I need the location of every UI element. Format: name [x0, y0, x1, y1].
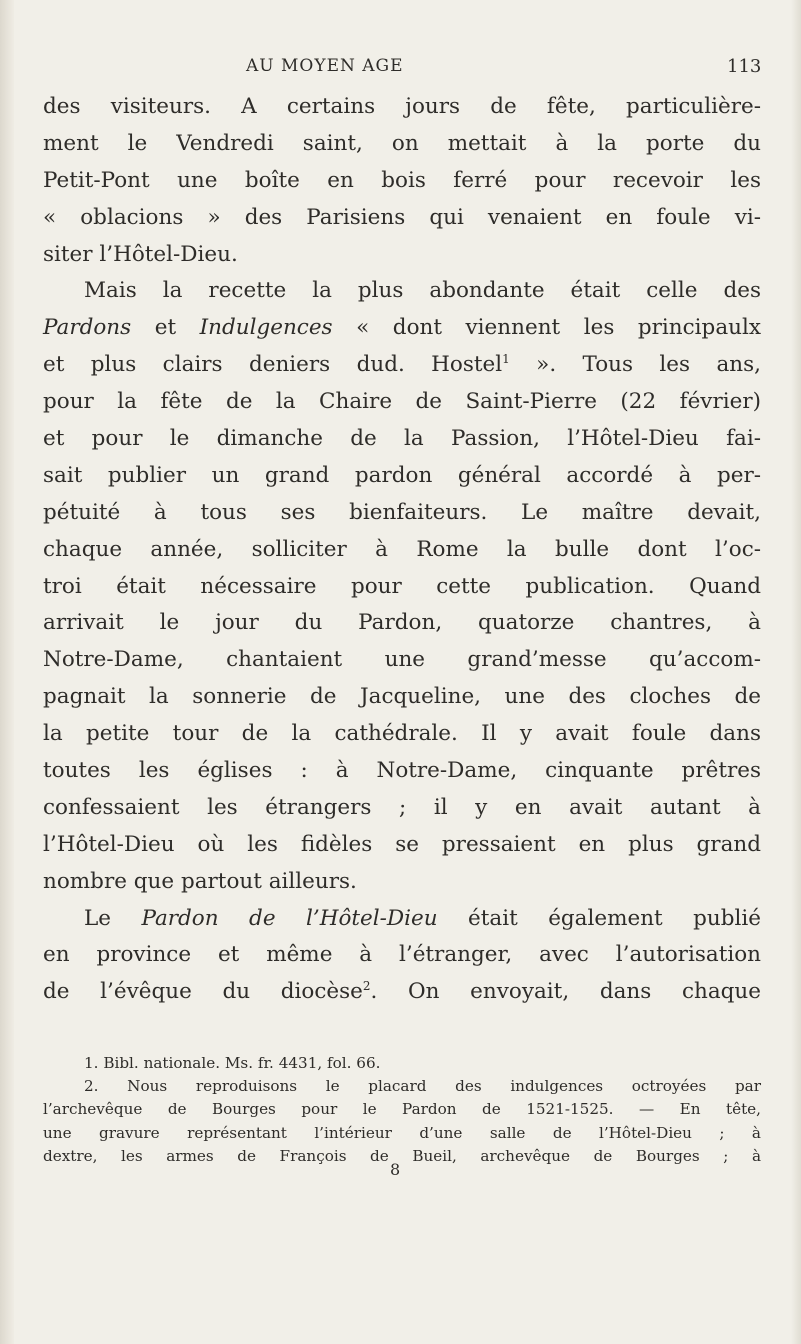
text-line: pour la fête de la Chaire de Saint-Pierre (22 février) [43, 389, 761, 415]
italic-term: Indulgences [199, 315, 333, 341]
page-edge-shadow [791, 0, 801, 1344]
footnote-line: l’archevêque de Bourges pour le Pardon de 1521-1525. — En tête, [43, 1100, 761, 1119]
footnote-ref: 2 [362, 979, 371, 994]
text-line: siter l’Hôtel-Dieu. [43, 241, 238, 267]
text-run: Le [84, 905, 142, 931]
text-run: de l’évêque du diocèse [43, 979, 363, 1005]
text-line: arrivait le jour du Pardon, quatorze chantres, à [43, 610, 761, 636]
text-run: . On envoyait, dans chaque [370, 979, 762, 1005]
text-line: troi était nécessaire pour cette publication. Quand [43, 573, 761, 599]
text-line: l’Hôtel-Dieu où les fidèles se pressaient en plus grand [43, 831, 761, 857]
footnote: 1. Bibl. nationale. Ms. fr. 4431, fol. 66. [84, 1054, 381, 1072]
text-run: et [131, 315, 200, 341]
text-line: « oblacions » des Parisiens qui venaient en foule vi- [43, 204, 761, 230]
text-line: en province et même à l’étranger, avec l’autorisation [43, 942, 761, 968]
text-line: Mais la recette la plus abondante était celle des [84, 278, 761, 304]
text-run: ». Tous les ans, [509, 352, 761, 378]
footnotes [43, 1052, 761, 1168]
text-line: Notre-Dame, chantaient une grand’messe qu’accom- [43, 647, 761, 673]
text-run: était également publié [437, 905, 761, 931]
text-line [43, 347, 761, 384]
text-line [43, 310, 761, 347]
footnote: 2. Nous reproduisons le placard des indulgences octroyées par [84, 1077, 761, 1096]
text-run: « dont viennent les principaulx [332, 315, 761, 341]
footnote-line: dextre, les armes de François de Bueil, archevêque de Bourges ; à [43, 1146, 761, 1165]
text-line: ment le Vendredi saint, on mettait à la porte du [43, 130, 761, 156]
text-line [43, 974, 761, 1011]
page-gutter-shadow [0, 0, 14, 1344]
text-line: confessaient les étrangers ; il y en avait autant à [43, 794, 761, 820]
text-line: et pour le dimanche de la Passion, l’Hôtel-Dieu fai- [43, 426, 761, 452]
text-line: pétuité à tous ses bienfaiteurs. Le maître devait, [43, 499, 761, 525]
text-line: nombre que partout ailleurs. [43, 868, 357, 894]
footnote-line: une gravure représentant l’intérieur d’une salle de l’Hôtel-Dieu ; à [43, 1123, 761, 1142]
body-text [43, 89, 761, 1011]
italic-term: Pardons [43, 315, 132, 341]
text-line: la petite tour de la cathédrale. Il y avait foule dans [43, 721, 761, 747]
running-head: AU MOYEN AGE [246, 56, 404, 76]
page-number: 113 [727, 56, 762, 77]
italic-term: Pardon de l’Hôtel-Dieu [141, 905, 438, 931]
text-line: pagnait la sonnerie de Jacqueline, une des cloches de [43, 684, 761, 710]
text-line: toutes les églises : à Notre-Dame, cinquante prêtres [43, 758, 761, 784]
text-line: chaque année, solliciter à Rome la bulle dont l’oc- [43, 536, 761, 562]
text-line: sait publier un grand pardon général accordé à per- [43, 462, 761, 488]
text-run: et plus clairs deniers dud. Hostel [43, 352, 503, 378]
page-header [0, 56, 801, 86]
footnote-ref: 1 [502, 352, 510, 367]
text-line [43, 901, 761, 938]
signature-mark: 8 [390, 1160, 401, 1179]
text-line: des visiteurs. A certains jours de fête, particulière- [43, 94, 761, 119]
text-line: Petit-Pont une boîte en bois ferré pour recevoir les [43, 167, 761, 193]
